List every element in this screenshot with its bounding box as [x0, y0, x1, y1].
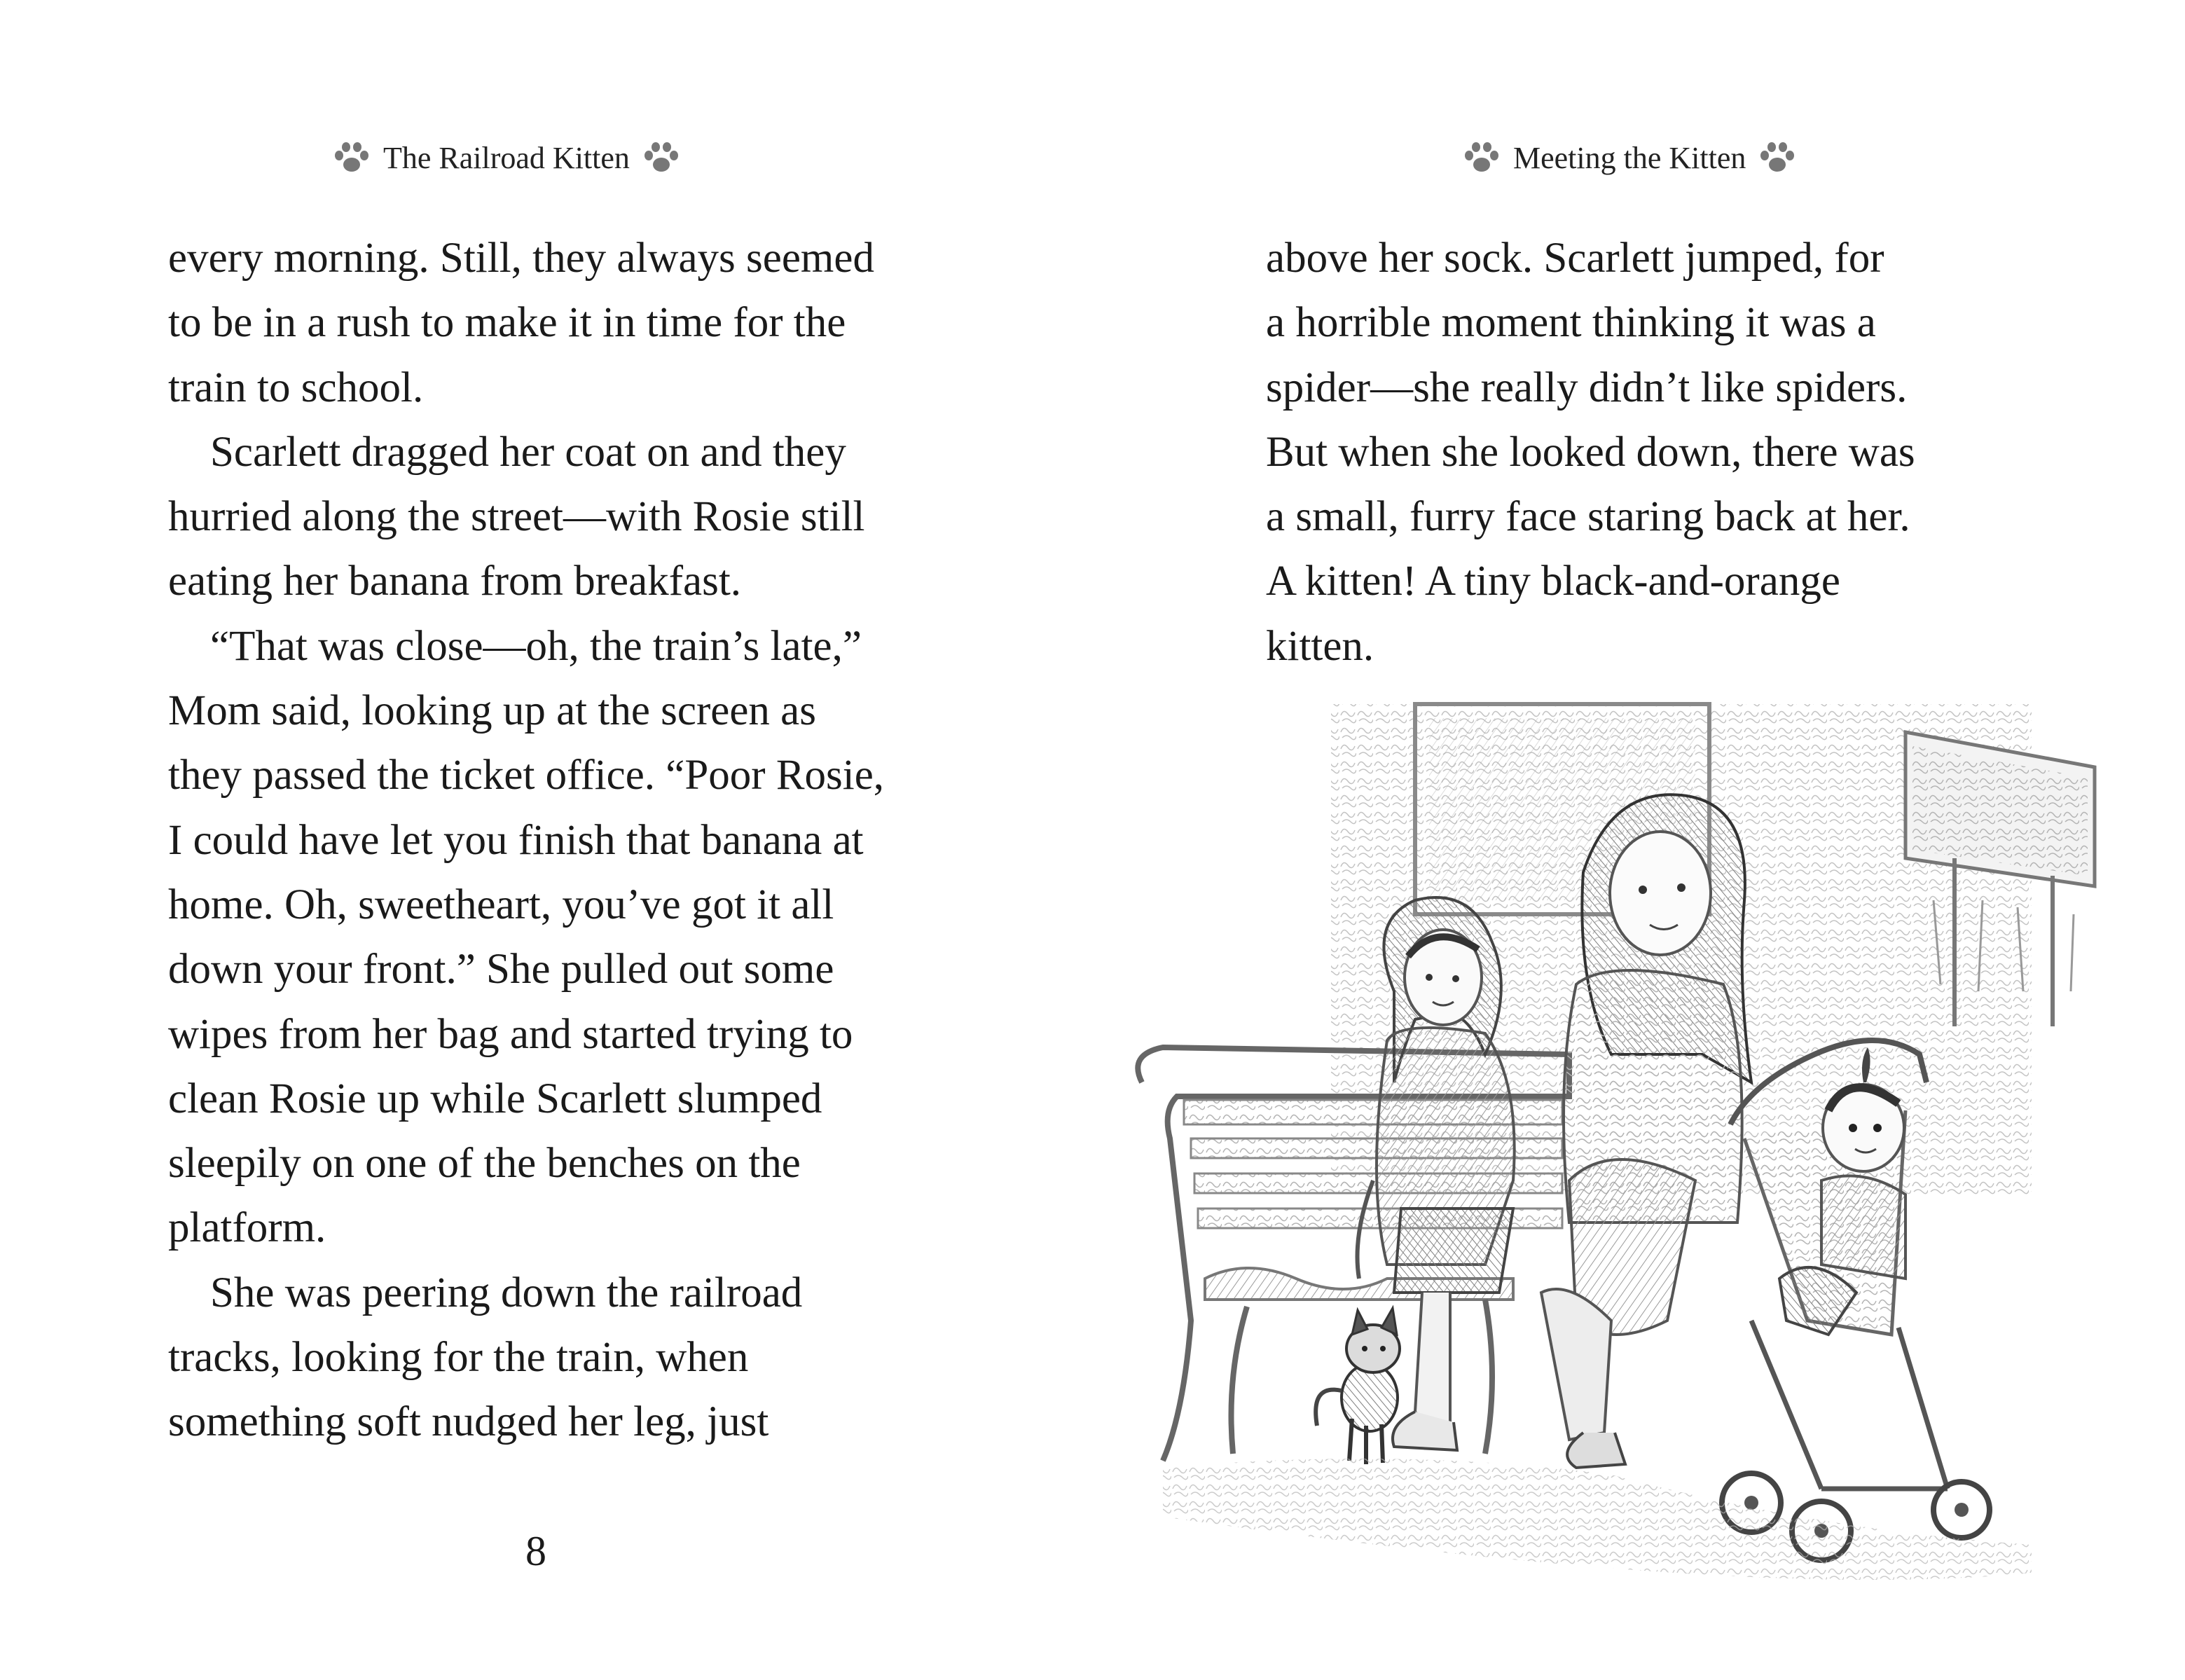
left-running-head-title: The Railroad Kitten — [383, 140, 630, 175]
text-line: clean Rosie up while Scarlett slumped — [168, 1075, 822, 1122]
left-running-head — [333, 133, 680, 182]
paragraph — [168, 226, 939, 420]
paw-print-icon — [642, 140, 680, 175]
kitten — [1316, 1308, 1400, 1464]
text-line: Mom said, looking up at the screen as — [168, 687, 816, 735]
text-line: A kitten! A tiny black-and-orange — [1266, 558, 1840, 605]
paragraph — [168, 1261, 939, 1455]
text-line: She was peering down the railroad — [210, 1269, 803, 1316]
right-body-text — [1266, 226, 2022, 679]
text-line: eating her banana from breakfast. — [168, 558, 742, 605]
text-line: platform. — [168, 1204, 326, 1252]
text-line: above her sock. Scarlett jumped, for — [1266, 235, 1884, 282]
text-line: wipes from her bag and started trying to — [168, 1010, 853, 1058]
paragraph — [1266, 226, 2022, 679]
text-line: kitten. — [1266, 622, 1374, 670]
text-line: down your front.” She pulled out some — [168, 946, 834, 993]
right-running-head-title: Meeting the Kitten — [1513, 140, 1746, 175]
paw-print-icon — [333, 140, 371, 175]
text-line: a horrible moment thinking it was a — [1266, 299, 1876, 347]
paw-print-icon — [1463, 140, 1501, 175]
left-body-text — [168, 226, 939, 1455]
text-line: they passed the ticket office. “Poor Rosie, — [168, 752, 885, 799]
text-line: a small, furry face staring back at her. — [1266, 493, 1910, 541]
text-line: train to school. — [168, 364, 424, 411]
text-line: spider—she really didn’t like spiders. — [1266, 364, 1908, 411]
text-line: hurried along the street—with Rosie still — [168, 493, 865, 541]
paragraph — [168, 614, 939, 1261]
pencil-sketch-illustration — [1121, 690, 2130, 1650]
text-line: every morning. Still, they always seemed — [168, 235, 874, 282]
text-line: “That was close—oh, the train’s late,” — [210, 622, 862, 670]
paragraph — [168, 420, 939, 614]
right-running-head — [1463, 133, 1796, 182]
text-line: But when she looked down, there was — [1266, 428, 1915, 476]
text-line: to be in a rush to make it in time for the — [168, 299, 846, 347]
paw-print-icon — [1758, 140, 1796, 175]
text-line: I could have let you finish that banana at — [168, 816, 864, 864]
text-line: sleepily on one of the benches on the — [168, 1140, 801, 1187]
ground-shadow — [1163, 1459, 2032, 1580]
text-line: something soft nudged her leg, just — [168, 1398, 769, 1446]
text-line: home. Oh, sweetheart, you’ve got it all — [168, 881, 834, 928]
page-number: 8 — [525, 1528, 546, 1574]
text-line: Scarlett dragged her coat on and they — [210, 428, 846, 476]
text-line: tracks, looking for the train, when — [168, 1334, 749, 1382]
sketch-illustration — [1121, 690, 2130, 1650]
right-page — [1093, 0, 2185, 1680]
